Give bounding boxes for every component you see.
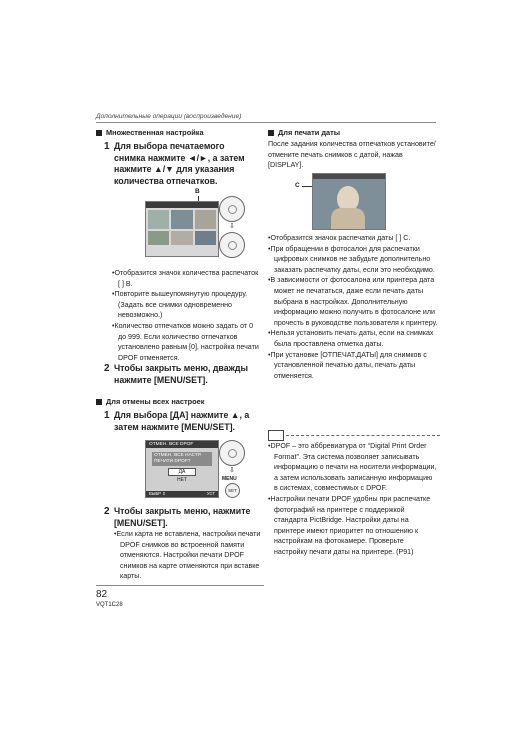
lcd-option-no: НЕТ — [177, 477, 187, 483]
menu-set-button-icon: SET — [225, 483, 240, 498]
print-date-intro: После задания количества отпечатков установите/отмените печать снимков с датой, нажав [DISPLAY]. — [268, 140, 436, 170]
step-1-select-picture — [104, 141, 254, 187]
bullets-dpof-notes — [268, 441, 438, 558]
lcd-topbar — [313, 174, 385, 179]
footer-divider — [96, 585, 264, 586]
section-multiple-setting — [96, 128, 204, 137]
step-1-select-yes — [104, 410, 254, 433]
photo-subject-body — [331, 208, 365, 229]
bullet-item: •В зависимости от фотосалона или принтера дата может не печататься, даже если печать даты выбрана в настройках. Дополнительную информацию можно получить в фотосалоне или прочесть в руководстве пользователя к принтеру. — [268, 276, 438, 327]
callout-c: C — [295, 182, 300, 189]
step-number: 1 — [104, 141, 110, 152]
page-number: 82 — [96, 589, 108, 600]
bullets-print-date — [268, 233, 438, 381]
thumbnail — [148, 210, 169, 229]
bullet-item: •Отобразится значок количества распечаток [ ] B. — [112, 269, 259, 288]
step-text: Для выбора печатаемого снимка нажмите ◄/►, а затем нажмите ▲/▼ для указания количества отпечатков. — [114, 141, 245, 186]
section-marker — [96, 130, 102, 136]
callout-b: B — [195, 188, 200, 195]
note-icon — [268, 430, 284, 441]
thumbnail — [195, 210, 216, 229]
lcd-photo-preview — [312, 173, 386, 230]
step-number: 2 — [104, 506, 110, 517]
page-header: Дополнительные операции (воспроизведение) — [96, 113, 436, 123]
bullet-item: •DPOF – это аббревиатура от “Digital Print Order Format”. Эта система позволяет записывать информацию о печати на носители информации, а затем использовать записанную информацию в системах, совместимых с DPOF. — [268, 442, 437, 493]
document-code: VQT1C28 — [96, 602, 123, 608]
section-title: Для отмены всех настроек — [106, 397, 205, 406]
bullets-cancel-all — [114, 529, 262, 582]
thumbnail — [171, 231, 192, 245]
arrow-down-icon: ⇩ — [229, 467, 235, 474]
bullet-item: •При установке [ОТПЕЧАТ.ДАТЫ] для снимков с установленной печатью даты, печать даты отменяется. — [268, 350, 427, 380]
bullet-item: •Повторите вышеупомянутую процедуру. (Задать все снимки одновременно невозможно.) — [112, 290, 248, 320]
step-number: 2 — [104, 363, 110, 374]
bullet-item: •Если карта не вставлена, настройки печати DPOF снимков во встроенной памяти отменяются. Настройки печати DPOF снимков на карте отменяются при вставке карты. — [114, 530, 261, 581]
step-2-close-menu-cancel — [104, 506, 259, 529]
step-text: Чтобы закрыть меню, дважды нажмите [MENU/SET]. — [114, 363, 248, 385]
bullet-item: •Настройки печати DPOF удобны при распечатке фотографий на принтере с поддержкой стандарта PictBridge. Настройки даты на принтере имеют приоритет по отношению к настройкам на фотокамере. Проверьте настройку печати даты на принтере. (P91) — [268, 494, 431, 556]
lcd-option-yes: ДА — [168, 468, 196, 476]
bullet-item: •Нельзя установить печать даты, если на снимках была проставлена отметка даты. — [268, 329, 434, 348]
cursor-dial-up — [219, 440, 245, 466]
step-number: 1 — [104, 410, 110, 421]
lcd-cancel-all-dpof — [145, 440, 219, 498]
section-title: Для печати даты — [278, 128, 341, 137]
bullet-item: •Количество отпечатков можно задать от 0 до 999. Если количество отпечатков установлено равным [0], настройка печати DPOF отменяется. — [112, 321, 259, 362]
section-marker — [268, 130, 274, 136]
arrow-down-icon: ⇩ — [229, 223, 235, 230]
bullet-item: •Отобразится значок распечатки даты [ ] C. — [268, 234, 411, 242]
lcd-text: ОТМЕН. ВСЕ НАСТР. — [154, 453, 202, 458]
lcd-multi-playback — [145, 201, 219, 257]
section-title: Множественная настройка — [106, 128, 204, 137]
lcd-title: ОТМЕН. ВСЕ DPOF — [146, 441, 218, 448]
section-cancel-all — [96, 397, 204, 406]
step-text: Для выбора [ДА] нажмите ▲, а затем нажмите [MENU/SET]. — [114, 410, 250, 432]
lcd-footer-select: ВЫБР ⇕ — [149, 491, 166, 496]
cursor-dial-up-down — [219, 232, 245, 258]
note-divider — [286, 435, 440, 436]
menu-label: MENU — [222, 476, 237, 482]
cursor-dial-left-right — [219, 196, 245, 222]
section-marker — [96, 399, 102, 405]
thumbnail — [148, 231, 169, 245]
thumbnail — [171, 210, 192, 229]
step-2-close-menu — [104, 363, 254, 386]
step-text: Чтобы закрыть меню, нажмите [MENU/SET]. — [114, 506, 251, 528]
bullet-item: •При обращении в фотосалон для распечатки цифровых снимков не забудьте дополнительно заказать распечатку даты, если это необходимо. — [268, 244, 435, 274]
lcd-text: ПЕЧАТИ DPOF? — [154, 459, 191, 464]
thumbnail — [195, 231, 216, 245]
section-print-date — [268, 128, 340, 137]
bullets-multiple-setting — [112, 268, 262, 363]
lcd-footer-set: УСТ — [206, 491, 215, 496]
